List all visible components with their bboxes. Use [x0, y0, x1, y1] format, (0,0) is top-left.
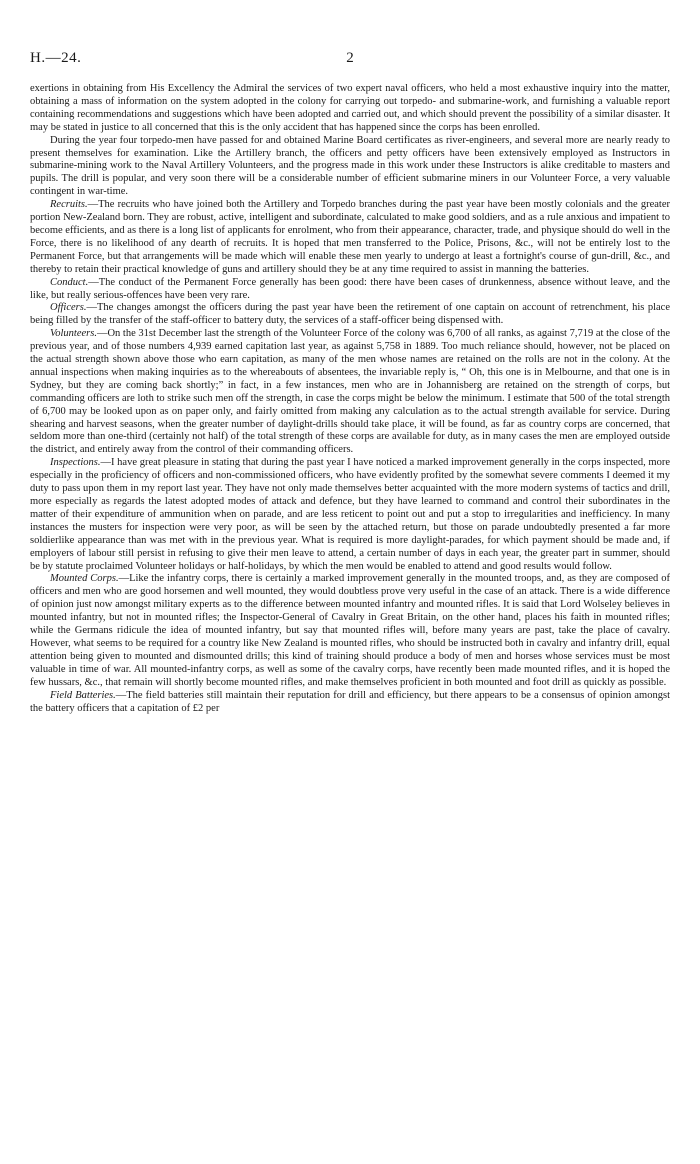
- section-lead-officers: Officers.: [50, 302, 87, 314]
- paragraph-torpedo-men: During the year four torpedo-men have passed for and obtained Marine Board certificates as river-engineers, and several more are nearly ready to present themselves for examination. Like the Artillery branch, the officers and petty officers have been extensively employed as Instructors in submarine-mining work to the Naval Artillery Volunteers, and the progress made in this work under these Instructors is alike creditable to masters and pupils. The drill is popular, and very soon there will be a considerable number of efficient submarine miners in our Volunteer Force, a very valuable contingent in war-time.: [30, 134, 670, 198]
- section-lead-mounted-corps: Mounted Corps.: [50, 573, 119, 585]
- paragraph-officers: Officers.—The changes amongst the officers during the past year have been the retirement of one captain on account of retrenchment, his place being filled by the transfer of the staff-officer to battery duty, the services of a staff-officer being dispensed with.: [30, 302, 670, 327]
- section-lead-field-batteries: Field Batteries.: [50, 689, 116, 701]
- section-lead-volunteers: Volunteers.: [50, 328, 97, 340]
- paragraph-mounted-corps: Mounted Corps.—Like the infantry corps, there is certainly a marked improvement generally in the mounted troops, and, as they are composed of officers and men who are good horsemen and well mounted, they would doubtless prove very useful in the case of an attack. There is a wide difference of opinion just now amongst military experts as to the difference between mounted infantry and mounted rifles. It is said that Lord Wolseley believes in mounted infantry, but not in mounted rifles; the Inspector-General of Cavalry in Great Britain, on the other hand, places his faith in mounted rifles; while the Germans ridicule the idea of mounted infantry, but say that mounted rifles will, before many years are past, take the place of cavalry. However, what seems to be required for a country like New Zealand is mounted rifles, who should be instructed both in cavalry and infantry drill, equal attention being given to mounted and dismounted drills; this kind of training should produce a body of men and horses whose services must be most valuable in time of war. All mounted-infantry corps, as well as some of the cavalry corps, have recently been made mounted rifles, and it is hoped the few hussars, &c., that remain will shortly become mounted rifles, and make themselves proficient in both mounted and foot drill as quickly as possible.: [30, 573, 671, 688]
- page-header: [30, 50, 670, 72]
- paragraph-conduct: Conduct.—The conduct of the Permanent Force generally has been good: there have been cases of drunkenness, absence without leave, and the like, but really serious-offences have been very rare.: [30, 276, 670, 301]
- paragraph-field-batteries: Field Batteries.—The field batteries still maintain their reputation for drill and efficiency, but there appears to be a consensus of opinion amongst the battery officers that a capitation of £2 per: [30, 689, 670, 714]
- section-lead-recruits: Recruits.: [50, 199, 88, 211]
- paragraph-torpedo-accident: exertions in obtaining from His Excellency the Admiral the services of two expert naval officers, who held a most exhaustive inquiry into the matter, obtaining a mass of information on the system adopted in the colony for carrying out torpedo- and submarine-work, and furnishing a valuable report containing recommendations and suggestions which have been adopted and carried out, and which should prevent the possibility of a similar disaster. It may be stated in justice to all concerned that this is the only accident that has happened since the corps has been enrolled.: [30, 83, 670, 133]
- paragraph-recruits: Recruits.—The recruits who have joined both the Artillery and Torpedo branches during the past year have been mostly colonials and the greater portion New-Zealand born. They are robust, active, intelligent and subordinate, calculated to make good soldiers, and as a rule anxious and impatient to become efficients, and as there is a long list of applicants for enrolment, who from their appearance, character, trade, and physique should do well in the Force, there is no likelihood of any dearth of recruits. It is hoped that men transferred to the Police, Prisons, &c., will not be entirely lost to the Permanent Force, but that arrangements will be made which will enable these men yearly to undergo at least a fortnight's course of gun-drill, &c., and thereby to retain their practical knowledge of guns and artillery should they be at any time required to assist in manning the batteries.: [30, 199, 670, 275]
- section-lead-inspections: Inspections.: [50, 457, 101, 469]
- paragraph-inspections: Inspections.—I have great pleasure in stating that during the past year I have noticed a marked improvement generally in the corps inspected, more especially in the proficiency of officers and non-commissioned officers, who have evidently profited by the somewhat severe comments I deemed it my duty to pass upon them in my report last year. They have not only made themselves better acquainted with the more modern systems of tactics and drill, more especially as regards the latest adopted modes of attack and defence, but they have learned to command and control their subordinates in the matter of their expenditure of ammunition when on parade, and are less reticent to point out and put a stop to irregularities and inefficiency. In many instances the musters for inspection were very poor, as will be seen by the attached return, but those on parade undoubtedly presented a far more soldierlike appearance than was met with in the previous year. What is required is more daylight-parades, for which payment should be made and, if employers of labour still persist in refusing to give their men leave to attend, a certain number of days in each year, the greater part in summer, should be by statute proclaimed Volunteer holidays or half-holidays, by which the men would be enabled to attend and good results would follow.: [30, 457, 670, 572]
- page-number: 2: [346, 50, 354, 66]
- body-text: [30, 83, 670, 715]
- document-reference: H.—24.: [30, 50, 82, 66]
- paragraph-volunteers: Volunteers.—On the 31st December last the strength of the Volunteer Force of the colony was 6,700 of all ranks, as against 7,719 at the close of the previous year, and of those numbers 4,939 earned capitation last year, as against 5,758 in 1889. Too much reliance should, however, not be placed on the actual strength shown above those who earn capitation, as many of the men whose names are retained on the rolls are not in the colony. At the annual inspections when making inquiries as to the whereabouts of absentees, the invariable reply is, “ Oh, this one is in Melbourne, and that one is in Sydney, but they are coming back shortly;” in fact, in a few instances, men who are in Johannisberg are retained on the strength of corps, but commanding officers are loth to strike such men off the strength, in case the corps might be below the minimum. I estimate that 500 of the total strength of 6,700 may be looked upon as on paper only, and fairly omitted from making any calculation as to the actual strength available for service. During shearing and harvest seasons, when the greater number of daylight-drills should take place, it will be found, as far as country corps are concerned, that seldom more than one-third (certainly not half) of the total strength of these corps are available for duty, as in many cases the men are employed outside the district, and entirely away from the control of their commanding officers.: [30, 328, 670, 456]
- section-lead-conduct: Conduct.: [50, 276, 89, 288]
